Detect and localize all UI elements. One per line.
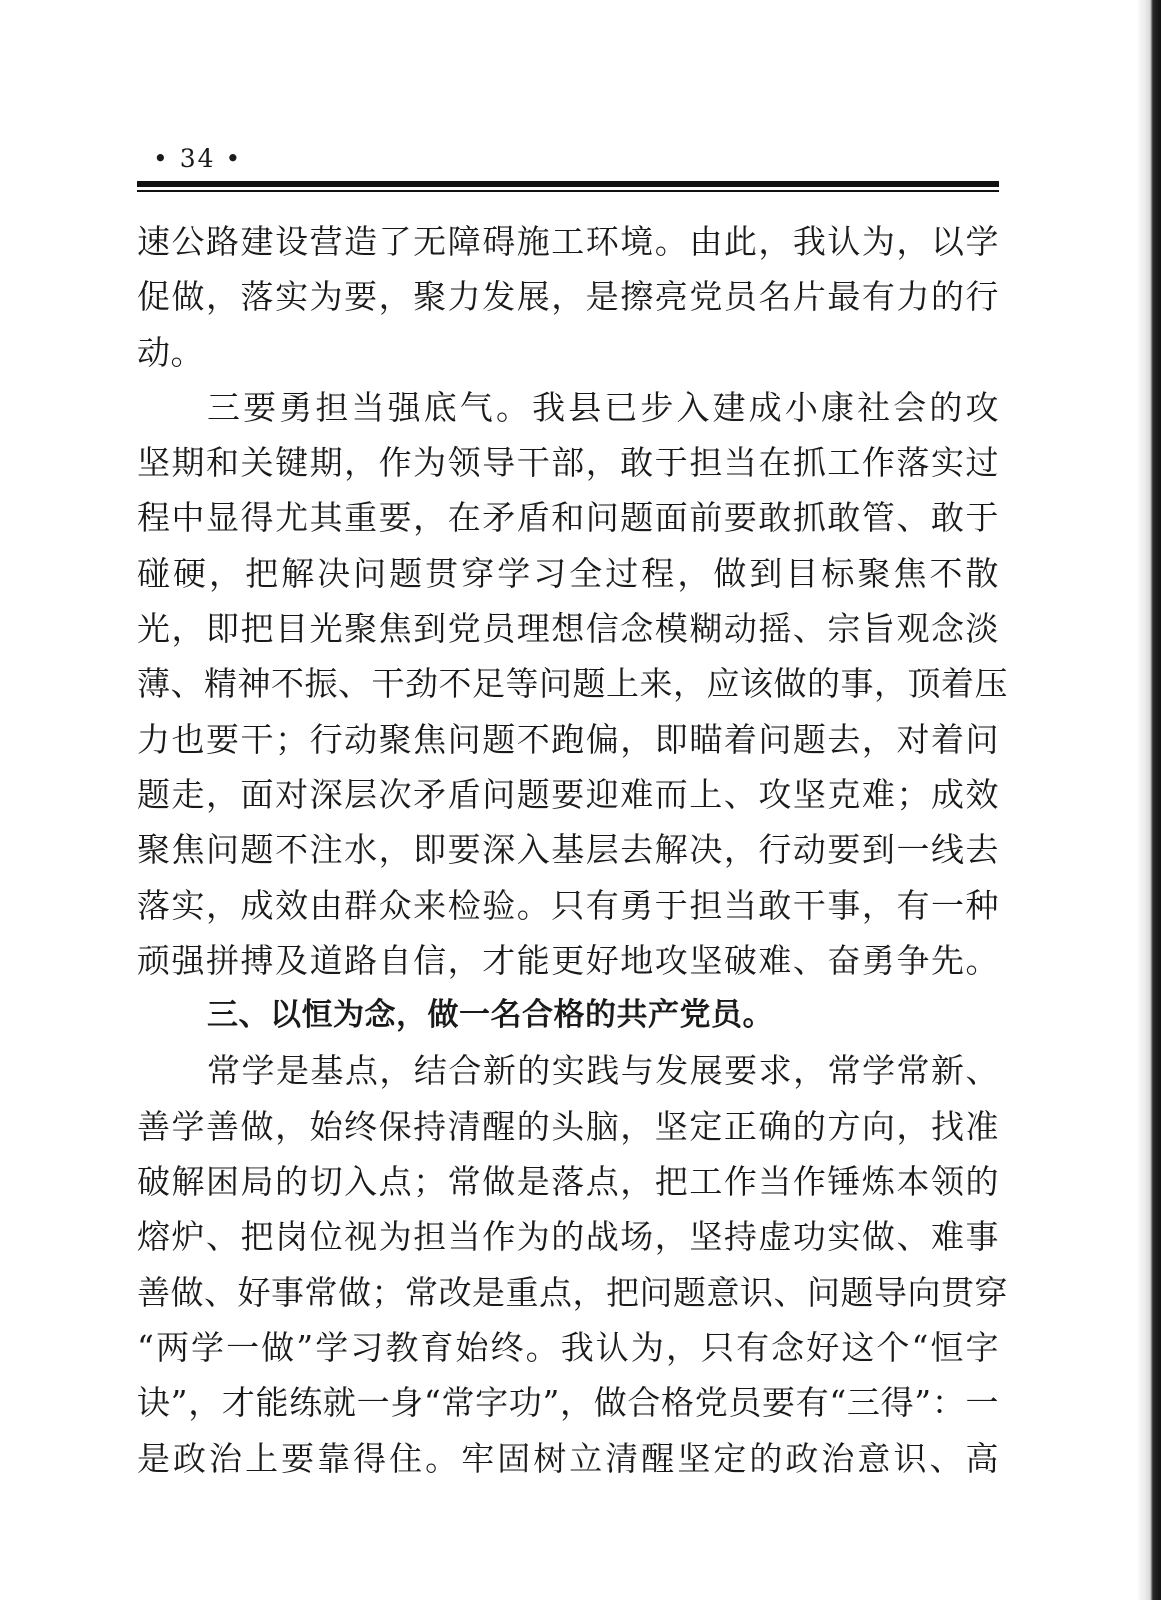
text-line: 碰硬，把解决问题贯穿学习全过程，做到目标聚焦不散 xyxy=(137,553,999,593)
text-line: 常学是基点，结合新的实践与发展要求，常学常新、 xyxy=(207,1051,999,1091)
scan-edge xyxy=(1143,0,1161,1600)
text-line: 善学善做，始终保持清醒的头脑，坚定正确的方向，找准 xyxy=(137,1106,999,1146)
text-line: 是政治上要靠得住。牢固树立清醒坚定的政治意识、高 xyxy=(137,1438,999,1478)
text-line: 题走，面对深层次矛盾问题要迎难而上、攻坚克难；成效 xyxy=(137,774,999,814)
header-rule-thick xyxy=(137,181,999,187)
text-line: 顽强拼搏及道路自信，才能更好地攻坚破难、奋勇争先。 xyxy=(137,940,999,980)
text-line: 善做、好事常做；常改是重点，把问题意识、问题导向贯穿 xyxy=(137,1272,1008,1312)
text-line: 光，即把目光聚焦到党员理想信念模糊动摇、宗旨观念淡 xyxy=(137,609,999,649)
text-line: 坚期和关键期，作为领导干部，敢于担当在抓工作落实过 xyxy=(137,443,999,483)
text-line: 动。 xyxy=(137,332,204,372)
text-line: 力也要干；行动聚焦问题不跑偏，即瞄着问题去，对着问 xyxy=(137,719,999,759)
text-line: 诀”，才能练就一身“常字功”，做合格党员要有“三得”：一 xyxy=(137,1383,999,1423)
text-line: 程中显得尤其重要，在矛盾和问题面前要敢抓敢管、敢于 xyxy=(137,498,999,538)
text-line: 落实，成效由群众来检验。只有勇于担当敢干事，有一种 xyxy=(137,885,999,925)
text-line: 聚焦问题不注水，即要深入基层去解决，行动要到一线去 xyxy=(137,830,999,870)
text-line: “两学一做”学习教育始终。我认为，只有念好这个“恒字 xyxy=(137,1327,999,1367)
page-header xyxy=(137,140,999,210)
text-line: 熔炉、把岗位视为担当作为的战场，坚持虚功实做、难事 xyxy=(137,1217,999,1257)
text-line: 三要勇担当强底气。我县已步入建成小康社会的攻 xyxy=(207,387,999,427)
text-line: 速公路建设营造了无障碍施工环境。由此，我认为，以学 xyxy=(137,222,999,261)
section-heading: 三、以恒为念，做一名合格的共产党员。 xyxy=(207,997,774,1034)
text-line: 破解困局的切入点；常做是落点，把工作当作锤炼本领的 xyxy=(137,1162,999,1202)
text-line: 促做，落实为要，聚力发展，是擦亮党员名片最有力的行 xyxy=(137,277,999,317)
text-line: 薄、精神不振、干劲不足等问题上来，应该做的事，顶着压 xyxy=(137,664,1008,704)
page-number: • 34 • xyxy=(153,144,243,173)
page-body xyxy=(137,214,1008,1486)
header-rule-thin xyxy=(137,190,999,192)
